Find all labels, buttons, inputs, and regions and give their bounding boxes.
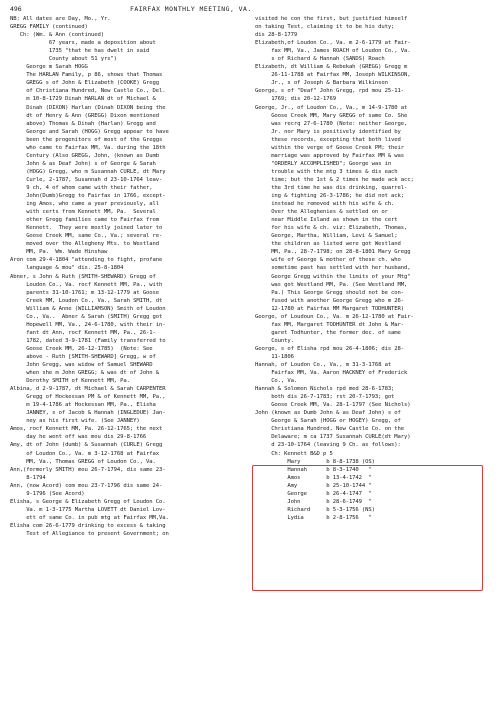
text-line: day he went off was mou dis 29-8-1766 (10, 434, 147, 441)
text-line: ing Amos, who came a year previously, all (10, 201, 160, 208)
page-header (10, 3, 488, 15)
text-line: GREGG s of John & Elizabeth (COOKE) Gregg (10, 80, 160, 87)
text-line: m 19-4-1786 at Hockessan MM, Pa., Elisha (10, 402, 156, 409)
text-line: Gregg of Hockessan PM & of Kennett MM, Pa., (10, 394, 166, 401)
text-line: Richard b 5-3-1756 (NS) (255, 506, 375, 513)
text-line: George Gregg within the limits of your Mtg" (255, 273, 411, 280)
text-line: Albina, d 2-9-1787, dt Michael & Sarah CARPENTER (10, 386, 166, 393)
text-line: Amy, dt of John (dumb) & Susannah (CURLE) Gregg (10, 442, 163, 449)
text-line: Hannah & Solomon Nichols rpd med 28-6-1783; (255, 386, 395, 393)
text-line: Co., Va.. Abner & Sarah (SMITH) Gregg got (10, 313, 163, 320)
text-line: on taking Test, claiming it to be his duty; (255, 24, 395, 31)
text-line: Jr., s of Joseph & Barbara Wilkinson (255, 80, 388, 87)
text-line: 67 years, made a deposition about (10, 40, 156, 47)
text-line: Elizabeth, dt William & Rebekah (GREGG) Gregg m (255, 64, 408, 71)
text-line: Goose Creek MM, 26-12-1785) (Note: See (10, 345, 153, 352)
text-line: George b 26-4-1747 " (255, 490, 372, 497)
text-line: Pa.) This George Gregg should not be con- (255, 289, 405, 296)
text-line: language & mou" dis. 25-8-1804 (10, 265, 124, 272)
text-line: 1735 "that he has dwelt in said (10, 48, 150, 55)
text-line: 12-1780 at Fairfax MM Margaret TODHUNTER) (255, 305, 405, 312)
text-line: George m Sarah HOGG (10, 64, 88, 71)
text-line: above) Thomas & Dinah (Harlan) Gregg and (10, 120, 156, 127)
text-line: 1769; dis 20-12-1769 (255, 96, 336, 103)
text-line: County. (255, 337, 294, 344)
text-line: garet Todhunter, the former dec. of same (255, 329, 401, 336)
text-line: George, Jr., of Loudon Co., Va., m 14-9-1780 at (255, 104, 408, 111)
text-line: Over the Alleghenies & settled on or (255, 209, 388, 216)
text-line: wife of George & mother of these ch. who (255, 257, 401, 264)
text-line: John & as Deaf John) s of George & Sarah (10, 160, 156, 167)
text-line: Goose Creek MM, same Co., Va.; several re- (10, 233, 163, 240)
left-column (10, 15, 248, 538)
text-line: s of Richard & Hannah (SANDS) Roach (255, 56, 385, 63)
highlight-box (252, 465, 483, 591)
text-line: Loudon Co., Va. rocf Kennett MM, Pa., with (10, 281, 163, 288)
text-line: Elisha com 26-6-1779 drinking to excess & taking (10, 522, 166, 529)
right-column (255, 15, 491, 522)
text-line: ett of same Co. in pub mtg at Fairfax MM,Va. (10, 514, 169, 521)
text-line: Creek MM, Loudon Co., Va., Sarah SMITH, dt (10, 297, 163, 304)
text-line: Hannah b 8-3-1740 " (255, 466, 372, 473)
text-line: these records, excepting that both lived (255, 136, 401, 143)
text-line: GREGG FAMILY (continued) (10, 24, 88, 31)
text-line: Goose Creek MM, Mary GREGG of same Co. She (255, 112, 408, 119)
text-line: John (known as Dumb John & as Deaf John) s of (255, 410, 401, 417)
text-line: dt of Henry & Ann (GREGG) Dixon mentioned (10, 112, 160, 119)
text-line: Christiana Hundred, New Castle Co. on the (255, 426, 405, 433)
text-line: Mary b 8-8-1738 (OS) (255, 458, 375, 465)
text-line: MM, Va., Thomas GREGG of Loudon Co., Va. (10, 458, 156, 465)
text-line: Amos b 13-4-1742 " (255, 474, 372, 481)
text-line: moved over the Allegheny Mts. to Westland (10, 241, 160, 248)
text-line: other Gregg families came to Fairfax from (10, 217, 160, 224)
text-line: ing & fighting 26-3-1786; he did not ack; (255, 193, 405, 200)
text-line: Ann, (now Acord) com mou 23-7-1796 dis same 24- (10, 482, 163, 489)
text-line: The HARLAN Family, p 86, shows that Thomas (10, 72, 163, 79)
text-line: Curle, 2-1787, Susannah d 23-10-1764 leav- (10, 176, 163, 183)
text-line: within the verge of Goose Creek PM; their (255, 144, 405, 151)
text-line: Ch: Kennett B&D p 5 (255, 450, 333, 457)
text-line: MM, Pa., 28-7-1798; on 28-8-1801 Mary Gregg (255, 249, 411, 256)
text-line: 9-1796 (See Acord) (10, 490, 85, 497)
text-line: who came to Fairfax MM, Va. during the 18th (10, 144, 166, 151)
text-line: NB: All dates are Day, Mo., Yr. (10, 16, 111, 22)
text-line: 26-11-1788 at Fairfax MM, Joseph WILKINSON, (255, 72, 411, 79)
text-line: trouble with the mtg 3 times & dis each (255, 168, 398, 175)
text-line: when she m John GREGG; & was dt of John & (10, 370, 160, 377)
text-line: John b 28-6-1749 " (255, 498, 372, 505)
text-line: marriage was approved by Fairfax MM & was (255, 152, 405, 159)
text-line: Co., Va. (255, 378, 298, 385)
text-line: John(Dumb)Gregg to Fairfax in 1766, except- (10, 193, 166, 200)
text-line: m 10-8-1729 Dinah HARLAN dt of Michael & (10, 96, 156, 103)
text-line: for his wife & ch. viz: Elizabeth, Thomas, (255, 225, 408, 232)
text-line: dis 28-8-1779 (255, 32, 298, 39)
text-line: Va. m 1-3-1775 Martha LOVETT dt Daniel Lov- (10, 506, 166, 513)
text-line: Hopewell MM, Va., 24-6-1780, with their in- (10, 321, 166, 328)
text-line: the 3rd time he was dis drinking, quarrel- (255, 184, 408, 191)
text-line: William & Anne (WILLIAMSON) Smith of Loudon (10, 305, 166, 312)
text-line: Elisha, s George & Elizabeth Gregg of Loudon Co. (10, 498, 166, 505)
text-line: George, Martha, William, Levi & Samuel; (255, 233, 398, 240)
text-line: MM, Pa. Wm. Wade Hinshaw (10, 249, 108, 256)
text-line: Amy b 25-10-1744 " (255, 482, 372, 489)
text-line: was got Westland MM, Pa. (See Westland MM, (255, 281, 408, 288)
text-line: above - Ruth [SMITH-SHEWARD] Gregg, w of (10, 353, 156, 360)
text-line: fused with another George Gregg who m 26- (255, 297, 405, 304)
text-line: Ch: (Wm. & Ann (continued) (10, 32, 104, 39)
text-line: Amos, rocf Kennett MM, Pa. 26-12-1765; the next (10, 426, 163, 433)
text-line: both dis 26-7-1783; rst 20-7-1793; got (255, 394, 395, 401)
text-line: time; but the 1st & 2 times he made ack acc; (255, 176, 414, 183)
text-line: Ann,(formerly SMITH) mou 26-7-1794, dis same 23- (10, 466, 166, 473)
text-line: Fairfax MM, Va. Aaron HACKNEY of Frederick (255, 370, 408, 377)
text-line: sometime past has settled with her husband, (255, 265, 411, 272)
text-line: with certs from Kennett MM, Pa. Several (10, 209, 156, 216)
text-line: John Gregg, was widow of Samuel SHEWARD (10, 362, 153, 369)
text-line: of Christiana Hundred, New Castle Co., Del. (10, 88, 166, 95)
text-line: Kennett. They were mostly joined later to (10, 225, 163, 232)
text-line: instead he removed with his wife & ch. (255, 201, 395, 208)
text-line: Century (Also GREGG, John, (known as Dumb (10, 152, 160, 159)
text-line: fax MM, Margaret TODHUNTER dt John & Mar- (255, 321, 405, 328)
text-line: Aron com 29-4-1804 "attending to fight, profane (10, 257, 163, 264)
text-line: ney as his first wife. (See JANNEY) (10, 418, 140, 425)
text-line: Jr. nor Mary is positively identified by (255, 128, 401, 135)
text-line: County about 51 yrs") (10, 56, 117, 63)
text-line: near Middle Island as shown in the cert (255, 217, 398, 224)
text-line: Abner, s John & Ruth (SMITH-SHEWARD) Gregg of (10, 273, 156, 280)
text-line: George, s of "Deaf" John Gregg, rpd mou 25-11- (255, 88, 405, 95)
text-line: Lydia b 2-8-1756 " (255, 514, 372, 521)
text-line: Delaware; m ca 1737 Susannah CURLE(dt Mary) (255, 434, 411, 441)
text-line: JANNEY, s of Jacob & Hannah (INGLEDUE) Jan- (10, 410, 166, 417)
text-line: Dorothy SMITH of Kennett MM, Pa. (10, 378, 130, 385)
text-line: 8-1794 (10, 474, 46, 481)
text-line: George, s of Elisha rpd mou 26-4-1806; dis 28- (255, 345, 405, 352)
text-line: was recrq 27-6-1780 (Note: neither George, (255, 120, 408, 127)
text-line: George, of Loudoun Co., Va. m 26-12-1780 at Fair- (255, 313, 414, 320)
text-line: been the progenitors of most of the Greggs (10, 136, 163, 143)
text-line: Hannah, of Loudon Co., Va., m 31-3-1768 at (255, 362, 392, 369)
text-line: 11-1806 (255, 353, 294, 360)
text-line: Dinah (DIXON) Harlan (Dinah DIXON being the (10, 104, 166, 111)
text-line: George and Sarah (HOGG) Gregg appear to have (10, 128, 169, 135)
text-line: fax MM, Va., James ROACH of Loudon Co., Va. (255, 48, 411, 55)
text-line: (HOGG) Gregg, who m Susannah CURLE, dt Mary (10, 168, 166, 175)
text-line: Goose Creek MM, Va. 28-1-1797 (See Nichols) (255, 402, 411, 409)
page-title: FAIRFAX MONTHLY MEETING, VA. (130, 5, 252, 13)
text-line: Test of Allegiance to present Government; on (10, 531, 169, 537)
text-line: George & Sarah (HOGG or HOGEY) Gregg, of (255, 418, 401, 425)
text-line: the children as listed were got Westland (255, 241, 401, 248)
text-line: d 23-10-1764 (leaving 9 Ch. as follows): (255, 442, 401, 449)
page-number: 496 (10, 5, 22, 13)
text-line: visited he con the first, but justified himself (255, 16, 408, 22)
text-line: of Loudon Co., Va. m 3-12-1768 at Fairfax (10, 450, 160, 457)
text-line: "ORDERLY ACCOMPLISHED"; George was in (255, 160, 392, 167)
text-line: Elizabeth,of Loudon Co., Va. m 2-6-1779 at Fair- (255, 40, 411, 47)
text-line: parents 31-10-1761; m 13-12-1779 at Goose (10, 289, 160, 296)
text-line: fant dt Ann, rocf Kennett MM, Pa., 26-1- (10, 329, 156, 336)
text-line: 1782, dated 3-9-1781 (Family transferred to (10, 337, 166, 344)
text-line: 9 ch, 4 of whom came with their father, (10, 184, 153, 191)
